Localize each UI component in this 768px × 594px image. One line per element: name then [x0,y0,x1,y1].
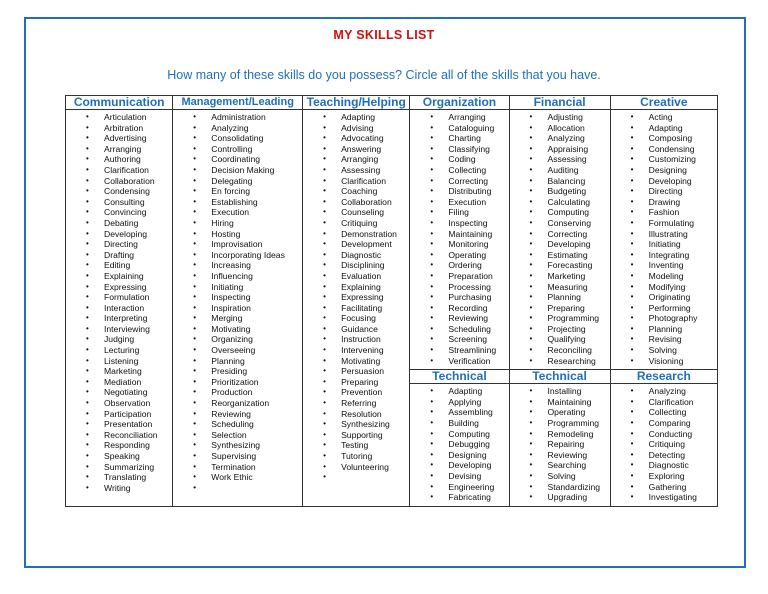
skill-item: • Purchasing [410,292,508,303]
skill-list [510,384,610,506]
skill-item: • Inventing [611,260,717,271]
skill-item: • Diagnostic [303,250,409,261]
skill-item: • Tutoring [303,451,409,462]
skill-item: • Translating [66,472,172,483]
skill-list [173,110,302,486]
skill-item: • Charting [410,133,508,144]
skill-item: • Arranging [66,144,172,155]
skill-item: • Coaching [303,186,409,197]
skill-item: • Advertising [66,133,172,144]
skill-item: • Responding [66,440,172,451]
skill-item: • Counseling [303,207,409,218]
skill-item: • Adapting [611,123,717,134]
skill-list [611,384,717,506]
skill-item: • Solving [611,345,717,356]
skill-item: • Articulation [66,112,172,123]
skill-item: • Investigating [611,492,717,503]
skill-item: • Appraising [510,144,610,155]
skill-item: • Reviewing [173,409,302,420]
skill-item: • Arbitration [66,123,172,134]
skill-item: • Reconciling [510,345,610,356]
page-title: MY SKILLS LIST [333,28,435,42]
skill-item: • Customizing [611,154,717,165]
skill-item: • Planning [510,292,610,303]
skill-item: • Engineering [410,482,508,493]
column-organization [410,110,509,370]
skill-item: • Termination [173,462,302,473]
skill-item: • Modifying [611,282,717,293]
skill-item: • Calculating [510,197,610,208]
skill-item: • Delegating [173,176,302,187]
skill-item: • Merging [173,313,302,324]
skill-item: • Mediation [66,377,172,388]
skill-item: • Prevention [303,387,409,398]
skill-item: • Debating [66,218,172,229]
skill-item: • Establishing [173,197,302,208]
skill-item: • Expressing [303,292,409,303]
skill-item: • Interpreting [66,313,172,324]
skill-item: • Forecasting [510,260,610,271]
skill-item: • Revising [611,334,717,345]
skill-item: • Supporting [303,430,409,441]
skill-item: • Prioritization [173,377,302,388]
skill-item: • Originating [611,292,717,303]
skill-item: • Negotiating [66,387,172,398]
skill-item: • Writing [66,483,172,494]
column-teaching [303,110,410,507]
column-financial [509,110,610,370]
skill-item: • Computing [510,207,610,218]
skill-item: • Speaking [66,451,172,462]
skill-item: • Supervising [173,451,302,462]
skill-item: • Balancing [510,176,610,187]
skill-item: • Filing [410,207,508,218]
skill-item: • Repairing [510,439,610,450]
skill-item: • Overseeing [173,345,302,356]
skill-item: • Resolution [303,409,409,420]
skill-item: • Photography [611,313,717,324]
skill-item: • Evaluation [303,271,409,282]
skill-item: • Adjusting [510,112,610,123]
skill-item: • Directing [611,186,717,197]
skill-item: • Production [173,387,302,398]
skill-item: • Observation [66,398,172,409]
skills-table [65,95,718,507]
skill-item: • Auditing [510,165,610,176]
skill-item: • Developing [611,176,717,187]
skill-item: • Solving [510,471,610,482]
skill-item: • Hosting [173,229,302,240]
skill-item: • Fashion [611,207,717,218]
skill-item: • Drafting [66,250,172,261]
skill-item: • Assessing [510,154,610,165]
skill-item: • Conserving [510,218,610,229]
skill-item: • Controlling [173,144,302,155]
skill-item: • Authoring [66,154,172,165]
skill-item: • Gathering [611,482,717,493]
skill-item: • Exploring [611,471,717,482]
skill-item: • Estimating [510,250,610,261]
skill-item: • Diagnostic [611,460,717,471]
skill-item: • Critiquing [611,439,717,450]
skill-item: • Arranging [303,154,409,165]
skill-item: • Adapting [410,386,508,397]
skill-item: • Consulting [66,197,172,208]
skill-item: • Integrating [611,250,717,261]
skill-list [510,110,610,369]
skill-item: • Synthesizing [303,419,409,430]
skill-item: • Presiding [173,366,302,377]
skill-item: • Formulation [66,292,172,303]
skill-item: • Monitoring [410,239,508,250]
skill-item: • Judging [66,334,172,345]
skill-item: • Reviewing [510,450,610,461]
skill-item: • Collaboration [66,176,172,187]
header-creative: Creative [610,96,717,110]
skill-item: • Intervening [303,345,409,356]
skill-item: • Developing [66,229,172,240]
skill-item: • Decision Making [173,165,302,176]
skill-item: • Condensing [66,186,172,197]
skill-item: • Designing [410,450,508,461]
column-technical-1 [410,384,509,507]
skill-list [410,110,508,369]
skill-item: • Designing [611,165,717,176]
skill-item: • Detecting [611,450,717,461]
skill-item: • Preparing [303,377,409,388]
skill-item: • Correcting [510,229,610,240]
skill-item: • Increasing [173,260,302,271]
skill-item: • Selection [173,430,302,441]
skill-item: • Focusing [303,313,409,324]
skill-item: • Testing [303,440,409,451]
skill-item: • Guidance [303,324,409,335]
skill-item: • Work Ethic [173,472,302,483]
skill-item: • Reconciliation [66,430,172,441]
skill-item: • Coding [410,154,508,165]
skill-item: • Verification [410,356,508,367]
skill-item: • Improvisation [173,239,302,250]
skill-item: • Analyzing [510,133,610,144]
skill-item: • Demonstration [303,229,409,240]
skill-item: • Reviewing [410,313,508,324]
skill-item: • Analyzing [611,386,717,397]
skill-item: • Ordering [410,260,508,271]
skill-item: • Illustrating [611,229,717,240]
skill-item: • Modeling [611,271,717,282]
header-technical-2: Technical [509,370,610,384]
skill-item: • Persuasion [303,366,409,377]
column-management [173,110,303,507]
skill-item: • Budgeting [510,186,610,197]
skill-item: • Recording [410,303,508,314]
skill-item: • Collecting [410,165,508,176]
skill-item: • Volunteering [303,462,409,473]
skill-list [410,384,508,506]
skill-item: • Arranging [410,112,508,123]
skill-item: • Clarification [303,176,409,187]
skill-item: • Cataloguing [410,123,508,134]
skill-item: • Processing [410,282,508,293]
skill-item: • Debugging [410,439,508,450]
skill-item: • Explaining [66,271,172,282]
skill-item: • Drawing [611,197,717,208]
skill-item: • Developing [410,460,508,471]
skill-item: • Development [303,239,409,250]
skill-item: • Execution [173,207,302,218]
skill-item: • Acting [611,112,717,123]
skill-item: • Editing [66,260,172,271]
skill-item: • Interviewing [66,324,172,335]
skill-list [66,110,172,496]
skill-item: • Answering [303,144,409,155]
skill-item: • Formulating [611,218,717,229]
skill-item: • Measuring [510,282,610,293]
skill-item: • Incorporating Ideas [173,250,302,261]
skill-item: • Correcting [410,176,508,187]
skill-item: • Inspecting [173,292,302,303]
skill-item: • Streamlining [410,345,508,356]
skill-item: • Building [410,418,508,429]
skill-item: • En forcing [173,186,302,197]
skill-item: • Convincing [66,207,172,218]
skill-item: • Fabricating [410,492,508,503]
skill-item: • Advocating [303,133,409,144]
skill-item: • Applying [410,397,508,408]
header-research: Research [610,370,717,384]
skill-item: • Presentation [66,419,172,430]
skill-item: • Planning [173,356,302,367]
skill-item: • Comparing [611,418,717,429]
skill-item: • Operating [510,407,610,418]
skill-item: • Projecting [510,324,610,335]
skill-item: • Collecting [611,407,717,418]
skill-item: • Assessing [303,165,409,176]
skill-item: • Listening [66,356,172,367]
header-communication: Communication [66,96,173,110]
skill-item: • Referring [303,398,409,409]
skill-item: • Directing [66,239,172,250]
skill-item: • Maintaining [410,229,508,240]
skill-item: • Clarification [611,397,717,408]
skill-item: • Initiating [173,282,302,293]
skill-item: • Synthesizing [173,440,302,451]
skill-item: • Qualifying [510,334,610,345]
skill-item: • Adapting [303,112,409,123]
skill-item: • Searching [510,460,610,471]
skill-item: • Coordinating [173,154,302,165]
skill-list [303,110,409,475]
skill-item: • Distributing [410,186,508,197]
skill-item: • Motivating [173,324,302,335]
skill-item: • Standardizing [510,482,610,493]
skill-item: • Condensing [611,144,717,155]
skill-item: • Performing [611,303,717,314]
skill-item: • Execution [410,197,508,208]
skill-item: • Screening [410,334,508,345]
skill-item: • Organizing [173,334,302,345]
skill-item: • Interaction [66,303,172,314]
skill-item: • Participation [66,409,172,420]
skill-item: • Collaboration [303,197,409,208]
skill-item: • Summarizing [66,462,172,473]
skill-item: • Instruction [303,334,409,345]
skill-item: • Computing [410,429,508,440]
skill-item: • Expressing [66,282,172,293]
skill-item: • Reorganization [173,398,302,409]
skill-item: • Visioning [611,356,717,367]
column-communication [66,110,173,507]
skill-list [611,110,717,369]
skill-item: • Initiating [611,239,717,250]
skill-item: • Programming [510,418,610,429]
header-teaching: Teaching/Helping [303,96,410,110]
skill-item: • Operating [410,250,508,261]
skill-item: • Marketing [510,271,610,282]
skill-item: • Influencing [173,271,302,282]
header-organization: Organization [410,96,509,110]
skill-item: • Conducting [611,429,717,440]
skill-item: • Lecturing [66,345,172,356]
skill-item: • Motivating [303,356,409,367]
header-technical-1: Technical [410,370,509,384]
skill-item: • Upgrading [510,492,610,503]
skill-item: • Facilitating [303,303,409,314]
skill-item: • Developing [510,239,610,250]
skill-item: • Disciplining [303,260,409,271]
skill-item: • Preparation [410,271,508,282]
skill-item: • Installing [510,386,610,397]
skill-item: • Marketing [66,366,172,377]
header-management: Management/Leading [173,96,303,110]
skill-item: • Analyzing [173,123,302,134]
page-subtitle: How many of these skills do you possess? Circle all of the skills that you have. [167,68,601,82]
skill-item: • Planning [611,324,717,335]
skill-item: • Advising [303,123,409,134]
skill-item: • Remodeling [510,429,610,440]
skill-item: • Programming [510,313,610,324]
skill-item: • Assembling [410,407,508,418]
skill-item: • Administration [173,112,302,123]
skill-item: • Composing [611,133,717,144]
header-financial: Financial [509,96,610,110]
skill-item: • Classifying [410,144,508,155]
skill-item: • Clarification [66,165,172,176]
skill-item: • Inspecting [410,218,508,229]
column-research [610,384,717,507]
skill-item: • Hiring [173,218,302,229]
column-technical-2 [509,384,610,507]
skill-item: • Explaining [303,282,409,293]
column-creative [610,110,717,370]
skill-item: • Researching [510,356,610,367]
skill-item: • Preparing [510,303,610,314]
skill-item: • Critiquing [303,218,409,229]
skill-item: • Scheduling [410,324,508,335]
skill-item: • Maintaining [510,397,610,408]
skill-item: • Scheduling [173,419,302,430]
skill-item: • Consolidating [173,133,302,144]
skill-item: • Allocation [510,123,610,134]
skill-item: • Inspiration [173,303,302,314]
skill-item: • Devising [410,471,508,482]
